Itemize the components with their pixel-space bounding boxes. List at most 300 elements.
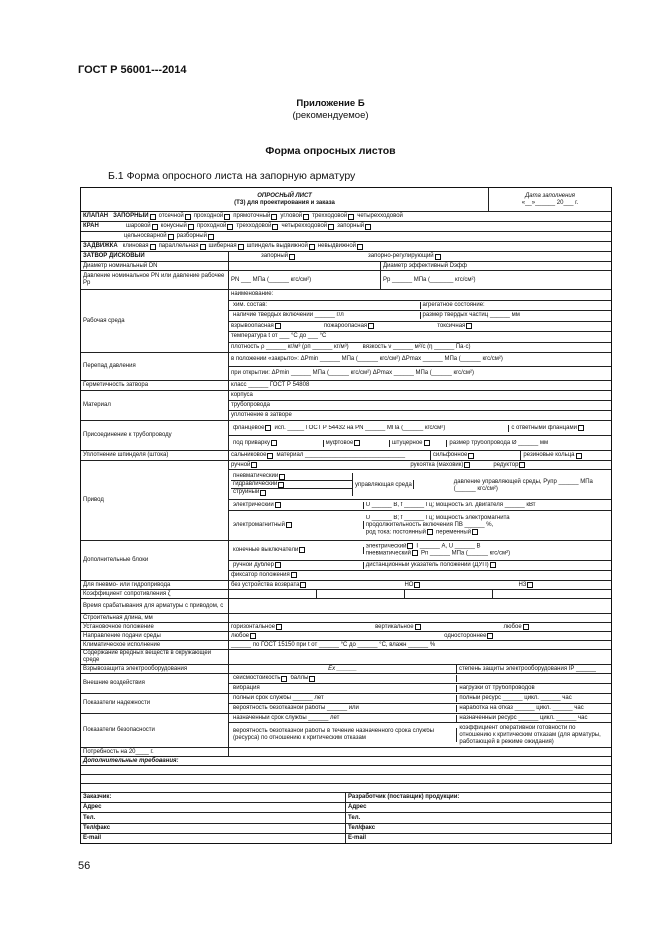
dn-eff-label: Диаметр эффективный Dэфф	[383, 262, 467, 269]
seal-details	[229, 451, 611, 460]
checkbox-gearbox[interactable]	[519, 462, 525, 468]
safety-life-label: назначенный срок службы ______ лет	[233, 714, 340, 721]
medium-aggregate[interactable]	[421, 302, 610, 309]
form-head-row	[81, 188, 611, 212]
checkbox-zapornyi[interactable]	[150, 214, 156, 220]
checkbox-coupling[interactable]	[354, 440, 360, 446]
checkbox-otsechnoi[interactable]	[185, 214, 191, 220]
pipe-loads-label: нагрузки от трубопроводов	[459, 685, 535, 691]
customer-address[interactable]	[81, 803, 345, 813]
tightness-row	[81, 381, 611, 391]
seismic-cell	[231, 675, 457, 682]
hydraulic-label: гидравлический	[233, 481, 278, 488]
developer-address[interactable]	[346, 803, 611, 813]
drive-label: Привод	[83, 497, 104, 503]
electromagnetic-label: электромагнитный	[233, 522, 285, 529]
dn-row	[81, 262, 611, 271]
form-subtitle: (ТЗ) для проектирования и заказа	[234, 199, 335, 206]
pn-value: PN ___ МПа (______ кгс/см²)	[231, 276, 312, 283]
response-label: Время срабатывания для арматуры с приводом, с	[83, 602, 224, 609]
ex-label: Ex ______	[328, 665, 357, 672]
checkbox-sharovoi[interactable]	[152, 224, 158, 230]
safety-label-cell	[81, 714, 229, 747]
checkbox-flow-one[interactable]	[487, 633, 493, 639]
demand-row	[81, 748, 611, 757]
response-label-cell	[81, 599, 229, 613]
checkbox-kran-prokhodnoi[interactable]	[227, 224, 233, 230]
climate-value-label: ______ по ГОСТ 15150 при t от ______ °С до ______ °С, влажн ______ %	[231, 641, 436, 648]
checkbox-weld[interactable]	[271, 440, 277, 446]
electric-params[interactable]	[364, 502, 609, 509]
additional-blank-2[interactable]	[81, 775, 611, 783]
pressure-label: Давление номинальное PN или давление рабочее Pр	[83, 273, 225, 286]
seismic-label: сейсмостойкость	[233, 675, 281, 681]
resistance-label: Коэффициент сопротивления ζ	[83, 590, 171, 597]
flange-detail[interactable]: исп. _____ ГОСТ Р 54432 на PN ______ МПа (______ кгс/см²)	[274, 424, 446, 431]
date-value[interactable]: «__»______ 20___ г.	[521, 199, 579, 206]
checkbox-rubber[interactable]	[576, 453, 582, 459]
zatvor-option-0: запорный	[261, 253, 288, 259]
checkbox-remote-indicator[interactable]	[490, 562, 496, 568]
medium-solids-line	[229, 311, 611, 322]
medium-temperature[interactable]	[229, 332, 611, 343]
resistance-label-cell	[81, 590, 229, 598]
pn-cell[interactable]	[229, 271, 381, 289]
electric-label: электрический	[233, 501, 274, 508]
medium-hazard-line	[229, 322, 611, 333]
harmful-value[interactable]	[229, 650, 611, 664]
fitting-cell	[390, 440, 448, 447]
resistance-value-4[interactable]	[493, 590, 611, 598]
electromagnetic-cell	[231, 521, 364, 529]
safety-prob-label: вероятность безотказной работы в течение назначенного срока службы (ресурса) по отношению к критическим отказам	[233, 728, 434, 742]
checkbox-nz[interactable]	[527, 582, 533, 588]
flange-cell	[231, 425, 509, 432]
kran-label: КРАН	[83, 223, 99, 229]
em-params[interactable]	[364, 515, 609, 537]
actuated-label-cell	[81, 581, 229, 589]
pipe-loads-cell[interactable]	[457, 685, 609, 692]
no-return-label: без устройства возврата	[231, 581, 300, 588]
medium-particles[interactable]	[421, 312, 610, 319]
customer-block	[81, 793, 346, 843]
kran-option-6: цельносварной	[124, 233, 167, 239]
checkbox-electric[interactable]	[275, 502, 281, 508]
developer-block	[346, 793, 611, 843]
kran-line-1	[81, 222, 611, 232]
electric-cell	[231, 502, 364, 509]
material-seal[interactable]	[229, 411, 611, 420]
pipe-size-label: размер трубопровода Ø ______ мм	[449, 439, 549, 446]
actuated-label: Для пневмо- или гидропривода	[83, 581, 171, 588]
zatvor-row	[81, 252, 611, 262]
checkbox-uglovoi[interactable]	[303, 214, 309, 220]
material-body-label: корпуса	[231, 392, 253, 398]
additional-blank-3[interactable]	[81, 784, 611, 792]
full-life-label: полный срок службы ______ лет	[233, 695, 324, 701]
limit-pneumatic-label: пневматический	[365, 550, 411, 557]
medium-details	[229, 290, 611, 352]
full-resource-label: полный ресурс ______ цикл. ______ час	[459, 695, 572, 701]
klapan-option-3: угловой	[280, 213, 303, 219]
additional-label: Дополнительные требования:	[83, 757, 179, 764]
length-label: Строительная длина, мм	[83, 614, 153, 621]
ip-cell[interactable]	[457, 665, 611, 673]
demand-label: Потребность на 20____ г.	[83, 748, 154, 755]
limit-electric-label: электрический	[365, 543, 407, 550]
checkbox-fitting[interactable]	[424, 440, 430, 446]
manual-label: ручной	[231, 461, 251, 468]
material-pipe[interactable]	[229, 401, 611, 411]
mtbf-label: наработка на отказ ______ цикл. ______ час	[459, 705, 584, 711]
customer-fax-label: Тел/факс	[83, 824, 111, 831]
subsection-title: Б.1 Форма опросного листа на запорную арматуру	[108, 170, 356, 182]
checkbox-gland[interactable]	[267, 453, 273, 459]
external-row	[81, 674, 611, 694]
resistance-value-1[interactable]	[229, 590, 317, 598]
full-resource-cell[interactable]	[457, 695, 609, 702]
zadvizhka-option-1: параллельная	[158, 243, 199, 249]
medium-particles-label: размер твердых частиц ______ мм	[422, 312, 520, 319]
control-medium-label: управляющая среда	[355, 482, 412, 489]
tightness-label-cell	[81, 381, 229, 390]
actuated-row	[81, 581, 611, 590]
zadvizhka-label: ЗАДВИЖКА	[83, 243, 118, 249]
pneumatic-line	[231, 473, 352, 481]
kran-option-2: проходной	[196, 223, 227, 229]
fitting-label: штуцерное	[391, 439, 423, 446]
checkbox-seismic-unit[interactable]	[309, 676, 315, 682]
vibration-label: вибрация	[233, 685, 260, 691]
checkbox-nevydvizhnoi[interactable]	[357, 244, 363, 250]
checkbox-electromagnetic[interactable]	[286, 522, 292, 528]
customer-label-text: Заказчик:	[83, 794, 112, 801]
mtbf-cell[interactable]	[457, 705, 609, 712]
dn-value-cell[interactable]	[229, 262, 381, 270]
length-label-cell	[81, 614, 229, 622]
response-value[interactable]	[229, 599, 611, 613]
temperature-label: температура t от ___ °С до ___ °С	[231, 333, 327, 340]
checkbox-handle[interactable]	[464, 462, 470, 468]
external-label: Внешние воздействия	[83, 680, 145, 686]
checkbox-tselnosvarnoi[interactable]	[168, 234, 174, 240]
response-row	[81, 599, 611, 614]
pr-cell[interactable]	[381, 271, 611, 289]
checkbox-kran-trekhkhodovoi[interactable]	[272, 224, 278, 230]
questionnaire-form	[80, 187, 612, 844]
reliability-line-1	[229, 694, 611, 704]
checkbox-razbornyi[interactable]	[208, 234, 214, 240]
zatvor-option-1: запорно-регулирующий	[368, 253, 434, 259]
checkbox-horizontal[interactable]	[276, 624, 282, 630]
full-life-cell[interactable]	[231, 695, 457, 702]
klapan-row	[81, 212, 611, 222]
reliability-prob-label: вероятность безотказной работы ______ или	[233, 705, 359, 711]
coupling-label: муфтовое	[325, 439, 354, 446]
explosion-label-cell	[81, 665, 229, 673]
control-medium-cell[interactable]	[353, 480, 414, 489]
medium-solids[interactable]	[231, 312, 421, 319]
checkbox-fire[interactable]	[368, 323, 374, 329]
harmful-label: Содержание вредных веществ в окружающей среде	[83, 650, 212, 663]
additional-blank-1[interactable]	[81, 766, 611, 774]
customer-email[interactable]	[81, 834, 345, 843]
dp-row	[81, 353, 611, 381]
connection-label-cell	[81, 421, 229, 450]
counter-flange-cell	[509, 425, 609, 432]
checkbox-zatvor-regul[interactable]	[435, 254, 441, 260]
position-options	[229, 623, 611, 631]
zatvor-label: ЗАТВОР ДИСКОВЫЙ	[83, 253, 145, 259]
extra-label-cell	[81, 541, 229, 580]
position-any-label: любое	[503, 623, 522, 630]
additional-line-1[interactable]	[81, 766, 611, 775]
resistance-value-2[interactable]	[317, 590, 405, 598]
explosion-label: Взрывозащита электрооборудования	[83, 665, 188, 672]
drive-label-cell	[81, 461, 229, 540]
appendix-title: Приложение Б	[296, 98, 365, 109]
vibration-cell[interactable]	[231, 685, 457, 692]
safety-coef-label: коэффициент оперативной готовности по отношению к критическим отказам (для арматуры, работающей в режиме ожидания)	[459, 724, 601, 745]
flow-row	[81, 632, 611, 641]
checkbox-limit-electric[interactable]	[407, 543, 413, 549]
position-label: Установочное положение	[83, 623, 154, 630]
explosion-row	[81, 665, 611, 674]
pressure-row	[81, 271, 611, 290]
pneumatic-label: пневматический	[233, 473, 279, 480]
demand-label-cell	[81, 748, 229, 756]
limit-electric-params[interactable]: I ______ А, U ______ В	[416, 543, 481, 550]
checkbox-trekhkhodovoi[interactable]	[348, 214, 354, 220]
medium-aggregate-label: агрегатное состояние:	[422, 301, 485, 308]
checkbox-counter-flange[interactable]	[578, 425, 584, 431]
developer-phone-label: Тел.	[348, 814, 361, 821]
safety-resource-cell[interactable]	[457, 715, 609, 722]
drive-pneumo-block	[229, 470, 611, 500]
seal-bellows-cell	[431, 451, 522, 460]
checkbox-bellows[interactable]	[468, 453, 474, 459]
checkbox-kran-zapornyi[interactable]	[365, 224, 371, 230]
additional-line-3[interactable]	[81, 784, 611, 793]
flange-label: фланцевое	[233, 424, 265, 431]
kran-option-3: трехходовой	[236, 223, 272, 229]
medium-chem-label: хим. состав:	[233, 301, 268, 308]
coupling-cell	[324, 440, 390, 447]
extra-row	[81, 541, 611, 581]
checkbox-flange[interactable]	[265, 425, 271, 431]
checkbox-spring[interactable]	[260, 490, 266, 496]
remote-indicator-label: дистанционный указатель положений (ДУП)	[365, 561, 489, 568]
developer-fax[interactable]	[346, 824, 611, 834]
checkbox-manual[interactable]	[251, 462, 257, 468]
dp-label: Перепад давления	[83, 363, 136, 369]
safety-coef-cell[interactable]	[457, 725, 609, 746]
form-head-title-cell	[81, 188, 489, 211]
harmful-row	[81, 650, 611, 665]
reliability-row	[81, 694, 611, 714]
checkbox-zatvor-zapornyi[interactable]	[289, 254, 295, 260]
date-label: Дата заполнения	[525, 192, 575, 199]
reliability-label: Показатели надежности	[83, 700, 151, 706]
checkbox-vertical[interactable]	[415, 624, 421, 630]
spring-label: струйный	[233, 489, 260, 496]
duty-label: продолжительность включения ПВ ______ %,	[365, 521, 494, 528]
current-label: род тока: постоянный	[365, 529, 427, 536]
zadvizhka-option-2: шиберная	[208, 243, 237, 249]
position-row	[81, 623, 611, 632]
zatvor-options-cell	[229, 252, 611, 261]
reliability-line-2	[229, 704, 611, 713]
resistance-row	[81, 590, 611, 599]
length-value[interactable]	[229, 614, 611, 622]
material-body[interactable]	[229, 391, 611, 401]
extra-manual-line	[229, 561, 611, 571]
seal-label-cell	[81, 451, 229, 460]
material-label-cell	[81, 391, 229, 420]
tightness-label: Герметичность затвора	[83, 382, 149, 388]
checkbox-konusnyi[interactable]	[188, 224, 194, 230]
connection-details	[229, 421, 611, 450]
limit-cell	[231, 547, 364, 554]
kran-cell	[81, 222, 611, 241]
pipe-size-cell[interactable]	[447, 440, 609, 447]
checkbox-no[interactable]	[414, 582, 420, 588]
safety-row	[81, 714, 611, 748]
checkbox-klinovaya[interactable]	[150, 244, 156, 250]
additional-line-2[interactable]	[81, 775, 611, 784]
manual-backup-label: ручной дублер	[233, 561, 274, 568]
zadvizhka-row	[81, 242, 611, 252]
document-header: ГОСТ Р 56001---2014	[78, 64, 187, 76]
checkbox-flow-any[interactable]	[250, 633, 256, 639]
medium-name[interactable]	[229, 290, 611, 301]
ip-label: степень защиты электрооборудования IP ______	[459, 665, 597, 672]
checkbox-ac[interactable]	[472, 529, 478, 535]
medium-chem-line	[229, 301, 611, 312]
klapan-type: ЗАПОРНЫЙ	[113, 213, 149, 219]
control-pressure-cell[interactable]	[452, 477, 609, 493]
reliability-prob-cell[interactable]	[231, 705, 457, 712]
limit-pneumatic	[366, 550, 510, 558]
checkbox-dc[interactable]	[427, 529, 433, 535]
limit-pneumatic-params[interactable]: Pп ______ МПа (______ кгс/см²)	[420, 550, 511, 557]
checkbox-prokhodnoi[interactable]	[224, 214, 230, 220]
klapan-option-0: отсечной	[158, 213, 184, 219]
developer-email[interactable]	[346, 834, 611, 843]
flow-label: Направление подачи среды	[83, 632, 161, 639]
safety-details	[229, 714, 611, 747]
fixator-line	[229, 571, 611, 580]
safety-life-cell[interactable]	[231, 715, 457, 722]
medium-chem[interactable]	[231, 302, 421, 309]
fire-label: пожароопасная	[323, 322, 368, 329]
counter-flange-label: с ответными фланцами	[511, 424, 577, 431]
electric-params-label: U ______ В, f ______ Гц; мощность эл. двигателя ______ кВт	[365, 501, 536, 508]
dp-open[interactable]	[229, 367, 611, 380]
developer-fax-label: Тел/факс	[348, 824, 376, 831]
checkbox-manual-backup[interactable]	[275, 562, 281, 568]
climate-row	[81, 641, 611, 650]
limit-label: конечные выключатели	[233, 546, 299, 553]
kran-option-5: запорный	[337, 223, 365, 229]
safety-line-2	[229, 723, 611, 747]
material-label: Материал	[83, 402, 111, 408]
checkbox-fixator[interactable]	[291, 572, 297, 578]
flow-label-cell	[81, 632, 229, 640]
connection-row	[81, 421, 611, 451]
harmful-label-cell	[81, 650, 229, 664]
kran-option-0: шаровой	[126, 223, 151, 229]
safety-prob-cell[interactable]	[231, 728, 457, 742]
checkbox-seismic[interactable]	[281, 676, 287, 682]
drive-em-block	[229, 511, 611, 540]
page-number: 56	[78, 860, 91, 872]
checkbox-no-return[interactable]	[300, 582, 306, 588]
checkbox-limit[interactable]	[299, 547, 305, 553]
checkbox-parallelnaya[interactable]	[200, 244, 206, 250]
vertical-label: вертикальное	[375, 623, 414, 630]
remote-indicator-cell	[364, 562, 609, 569]
form-title: ОПРОСНЫЙ ЛИСТ	[257, 192, 312, 199]
klapan-label: КЛАПАН	[83, 213, 109, 219]
additional-label-cell	[81, 757, 611, 765]
zadvizhka-cell	[81, 242, 611, 251]
dp-closed[interactable]	[229, 353, 611, 367]
seismic-unit-label: баллы	[290, 675, 309, 681]
zadvizhka-option-3: шпиндель выдвижной	[246, 243, 308, 249]
density-label[interactable]: плотность ρ ______ кг/м³ (ρп ______ кг/м³)	[231, 343, 349, 350]
resistance-value-3[interactable]	[405, 590, 493, 598]
medium-row	[81, 290, 611, 353]
climate-value[interactable]	[229, 641, 611, 649]
pr-value: Pр ______ МПа (_______ кгс/см²)	[383, 276, 476, 283]
reliability-details	[229, 694, 611, 713]
weld-cell	[231, 440, 324, 447]
seal-label: Уплотнение шпинделя (штока)	[83, 452, 169, 458]
safety-resource-label: назначенный ресурс ______ цикл. ______ час	[459, 714, 588, 721]
customer-fax[interactable]	[81, 824, 345, 834]
appendix-subtitle: (рекомендуемое)	[292, 110, 369, 121]
ex-cell[interactable]	[229, 665, 457, 673]
viscosity-label[interactable]: вязкость ν ______ м²/с (η ______ Па·с)	[362, 343, 471, 350]
material-pipe-label: трубопровода	[231, 402, 270, 408]
material-row	[81, 391, 611, 421]
nz-label: НЗ	[518, 581, 527, 588]
seal-gland-cell	[229, 451, 431, 460]
checkbox-toxic[interactable]	[466, 323, 472, 329]
checkbox-pneumatic[interactable]	[279, 474, 285, 480]
kran-line-2	[81, 232, 611, 241]
tightness-value-cell[interactable]	[229, 381, 611, 390]
checkbox-limit-pneumatic[interactable]	[412, 550, 418, 556]
developer-phone[interactable]	[346, 813, 611, 823]
demand-value[interactable]	[229, 748, 611, 756]
handle-label: рукоятка (маховик)	[410, 461, 464, 468]
rubber-label: резиновые кольца	[523, 452, 575, 458]
kran-row	[81, 222, 611, 242]
checkbox-hydraulic[interactable]	[278, 482, 284, 488]
checkbox-vydvizhnoi[interactable]	[309, 244, 315, 250]
customer-phone[interactable]	[81, 813, 345, 823]
checkbox-explosive[interactable]	[275, 323, 281, 329]
checkbox-kran-chetyrekhkhodovoi[interactable]	[328, 224, 334, 230]
seal-material[interactable]: материал ______________________________	[276, 452, 406, 458]
dp-open-label: при открытии: ΔPmin ______ МПа (______ кгс/см²) ΔPmax ______ МПа (______ кгс/см²)	[231, 370, 474, 376]
checkbox-shibernaya[interactable]	[238, 244, 244, 250]
checkbox-pryamotochnyi[interactable]	[271, 214, 277, 220]
medium-label: Рабочая среда	[83, 317, 125, 324]
checkbox-position-any[interactable]	[523, 624, 529, 630]
